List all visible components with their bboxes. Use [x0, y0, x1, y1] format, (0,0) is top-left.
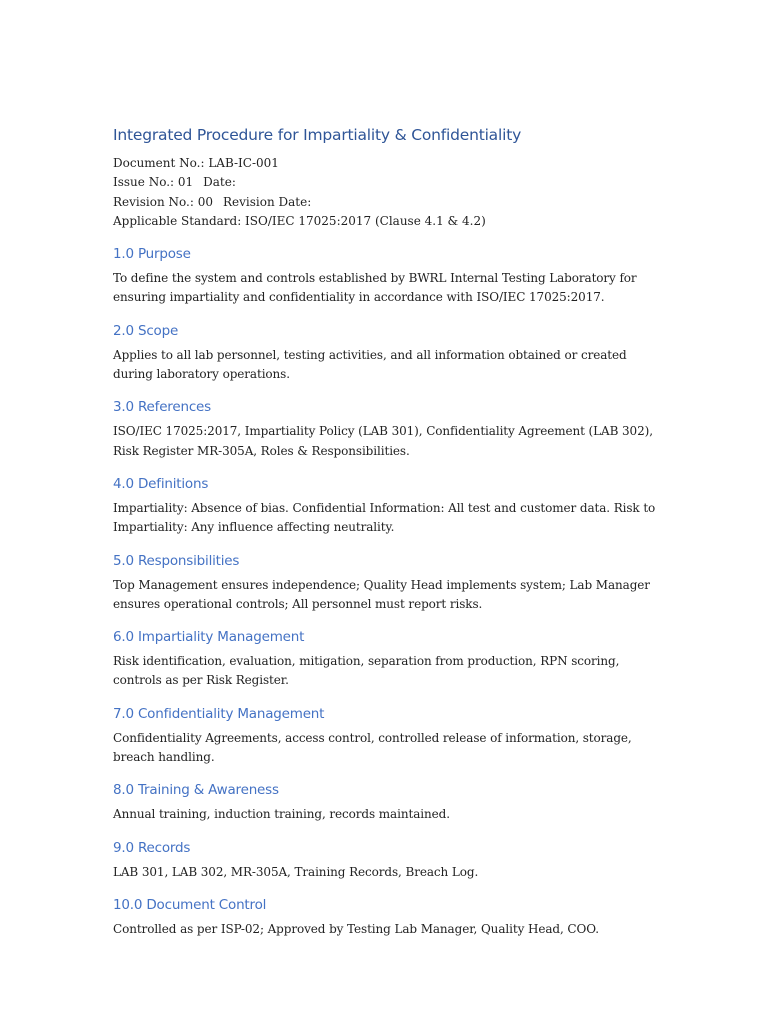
section-body: Confidentiality Agreements, access control, controlled release of information, storage, breach handling. [113, 730, 632, 765]
section-body: LAB 301, LAB 302, MR-305A, Training Records, Breach Log. [113, 864, 479, 879]
section-heading: 2.0 Scope [113, 322, 179, 339]
section-purpose [113, 245, 658, 308]
document-number: Document No.: LAB-IC-001 [113, 156, 279, 170]
section-scope [113, 322, 658, 385]
section-heading: 5.0 Responsibilities [113, 552, 240, 569]
section-heading: 1.0 Purpose [113, 246, 191, 263]
section-body: To define the system and controls established by BWRL Internal Testing Laboratory for ensuring impartiality and confidentiality in accordance with ISO/IEC 17025:2017. [113, 271, 637, 305]
section-body: ISO/IEC 17025:2017, Impartiality Policy (LAB 301), Confidentiality Agreement (LAB 302), Risk Register MR-305A, Roles & Responsibilities. [113, 424, 653, 458]
issue-date: Date: [203, 175, 236, 190]
section-training-awareness [113, 781, 658, 824]
section-impartiality-management [113, 628, 658, 691]
issue-line [113, 173, 658, 192]
issue-number: Issue No.: 01 [113, 175, 194, 190]
section-body: Applies to all lab personnel, testing activities, and all information obtained or created during laboratory operations. [113, 347, 627, 382]
section-body: Controlled as per ISP-02; Approved by Testing Lab Manager, Quality Head, COO. [113, 921, 599, 936]
document-page [113, 124, 658, 939]
revision-number: Revision No.: 00 [113, 194, 213, 209]
section-confidentiality-management [113, 705, 658, 768]
section-body: Annual training, induction training, records maintained. [113, 807, 450, 822]
section-heading: 7.0 Confidentiality Management [113, 705, 325, 722]
section-body: Top Management ensures independence; Quality Head implements system; Lab Manager ensures operational controls; All personnel must report risks. [113, 577, 650, 611]
section-responsibilities [113, 552, 658, 615]
section-heading: 6.0 Impartiality Management [113, 629, 305, 646]
revision-date: Revision Date: [222, 194, 312, 209]
section-definitions [113, 475, 658, 538]
revision-line [113, 193, 658, 212]
document-title: Integrated Procedure for Impartiality & Confidentiality [113, 126, 522, 144]
section-body: Risk identification, evaluation, mitigation, separation from production, RPN scoring, controls as per Risk Register. [113, 654, 620, 688]
section-heading: 4.0 Definitions [113, 475, 209, 492]
section-heading: 10.0 Document Control [113, 896, 267, 913]
section-records [113, 839, 658, 882]
section-heading: 9.0 Records [113, 839, 191, 856]
section-body: Impartiality: Absence of bias. Confidential Information: All test and customer data. Risk to Impartiality: Any influence affecting neutrality. [113, 500, 656, 535]
section-heading: 3.0 References [113, 399, 211, 416]
section-references [113, 398, 658, 461]
section-document-control [113, 896, 658, 939]
document-meta [113, 154, 658, 231]
applicable-standard: Applicable Standard: ISO/IEC 17025:2017 (Clause 4.1 & 4.2) [113, 213, 486, 228]
section-heading: 8.0 Training & Awareness [113, 782, 279, 799]
